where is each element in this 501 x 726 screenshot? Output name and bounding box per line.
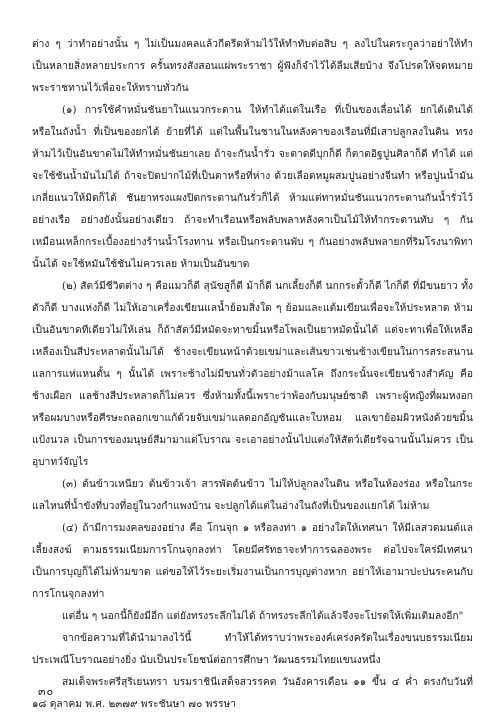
- commentary-paragraph: จากข้อความที่ได้นำมาลงไว้นี้ ทำให้ได้ทราบว่าพระองค์เคร่งครัดในเรื่องขนบธรรมเนียมประเพณีโบราณอย่างยิ่ง นับเป็นประโยชน์ต่อการศึกษา วัฒนธรรมไทยแขนงหนึ่ง: [32, 633, 473, 666]
- closing-quote-paragraph: แต่อื่น ๆ นอกนี้ก็ยังมีอีก แต่ยังทรงระลึกไม่ได้ ถ้าทรงระลึกได้แล้วจึงจะโปรดให้เพิ่มเติมลงอีก": [62, 611, 464, 622]
- rule-3-paragraph: (๓) ต้นข้าวเหนียว ต้นข้าวเจ้า สารพัดต้นข้าว ไม่ให้ปลูกลงในดิน หรือในห้องร่อง หรือในกระแลไหนที่น้ำขังที่บวงที่อยู่ในวงกำแพงบ้าน จะปลูกได้แต่ในอ่างในถังที่เป็นของแยกได้ ไม่ห้าม: [32, 479, 473, 512]
- rule-2-paragraph: (๒) สัตว์มีชีวิตต่าง ๆ คือแมวก็ดี สุนัขสูก็ดี ม้าก็ดี นกเลี้ยงก็ดี นกกระตั้วก็ดี ไก่ก็ดี ที่มีขนยาว ทั้งตัวก็ดี บางแห่งก็ดี ไม่ให้เอาเครื่องเขียนแลน้ำย้อมสิ่งใด ๆ ย้อมและแต้มเขียนเพื่อจะให้ประหลาด ห้ามเป็นอันขาดทีเดียวไม่ให้เล่น ก็ถ้าสัตว์มีหมัดจะทาขมิ้นหรือโพลเป็นยาหมัดนั้นได้ แต่จะทาเพื่อให้เหลือเหลืองเป็นสีประหลาดนั้นไม่ได้ ช้างจะเขียนหน้าด้วยเขม่าและเส้นขาวเช่นช้างเขียนในการสระสนานแลการแห่แหนตั้น ๆ นั้นได้ เพราะช้างไม่มีขนทั่วตัวอย่างม้าแลโค ถึงกระนั้นจะเขียนช้างสำคัญ คือช้างเผือก แลช้างสีประหลาดก็ไม่ควร ซึ่งห้ามทั้งนี้เพราะว่าพ้องกับมนุษย์ชาติ เพราะผู้หญิงที่ผมหงอกหรือผมบางหรือศีรษะถลอกเขาแก้ด้วยจับเขม่าแลดอกอัญชันและใบหอม แลเขาย้อมผิวหนังด้วยขมิ้นแป้งนวล เป็นการของมนุษย์สีมามาแต่โบราณ จะเอาอย่างนั้นไปแต่งให้สัตว์เดียรัจฉานนั้นไม่ควร เป็นอุบาทว์จัญไร: [32, 281, 473, 468]
- royal-decree-text: [32, 34, 473, 628]
- intro-paragraph: ต่าง ๆ ว่าทำอย่างนั้น ๆ ไม่เป็นมงคลแล้วกีดรีดห้ามไว้ให้ทำทับต่อสิบ ๆ ลงไปในตระกูลว่าอย่าให้ทำเป็นหลายสิ่งหลายประการ ครั้นทรงสังสอนแผ่พระราชา ผู้ฟังก็จำไว้ได้ลืมเสียบ้าง จึงโปรดให้จดหมายพระราชทานไว้เพื่อจะให้ทราบทั่วกัน: [32, 39, 473, 94]
- rule-4-paragraph: (๔) ถ้ามีการมงคลของอย่าง คือ โกนจุก ๑ หรือลงท่า ๑ อย่างใดให้เทศนา ให้มีเลสวดมนต์แลเลี้ยงสงฆ์ ตามธรรมเนียมการโกนจุกลงท่า โดยมีศรัทธาจะทำการฉลองพระ ต่อไปจะใคร่มีเทศนาเป็นการบุญก็ได้ไม่ห้ามขาด แต่ขอให้ไว้ระยะเริ่มงานเป็นการบุญต่างหาก อย่าให้เอามาปะปนระคนกับการโกนจุกลงท่า: [32, 523, 473, 600]
- rule-1-paragraph: (๑) การใช้คำหมั่นชันยาในแนวกระดาน ให้ทำได้แต่ในเรือ ที่เป็นของเลื่อนได้ ยกได้เดินได้ หรือในถังน้ำ ที่เป็นของยกได้ ย้ายที่ได้ แต่ในพื้นในชานในหลังคาของเรือนที่มีเสาปลูกลงในดิน ทรงห้ามไว้เป็นอันขาดไม่ให้ทำหมั่นชันยาเลย ถ้าจะกันน้ำรั่ว จะตาดดีบุกก็ดี ก็ตาดอิฐปูนศิลาก็ดี ทำได้ แต่จะใช้ชันน้ำมันไม่ได้ ถ้าจะปิดปากไม้ที่เป็นตาหรือที่ห่าง ด้วยเลือดหมูผสมปูนอย่างจีนทำ หรือปูนน้ำมันเกลี่ยแนวให้มิดก็ได้ ชันยาทรงแผงปิดกระดานกันรั่วก็ได้ ห้ามแต่ทาหมั่นชันแนวกระดานกันน้ำรั่วไว้อย่างเรือ อย่างยังนั้นอย่างเดียว ถ้าจะทำเรือนหรือพลับพลาหลังคาเป็นไม้ให้ทำกระดานทับ ๆ กัน เหมือนเหล็กกระเบื้องอย่างร้านน้ำโรงทาน หรือเป็นกระดานพับ ๆ กันอย่างพลับพลายกที่ริมโรงนาพิทานั้นได้ จะใช้หมันใช้ชันไม่ควรเลย ห้ามเป็นอันขาด: [32, 105, 473, 270]
- page-number: ๓๐: [38, 685, 55, 698]
- death-record-paragraph: สมเด็จพระศรีสุริเยนทรา บรมราชินีเสด็จสวรรคต วันอังคารเดือน ๑๑ ขึ้น ๔ ค่ำ ตรงกับวันที่ ๑๘ ตุลาคม พ.ศ. ๒๓๗๙ พระชันษา ๗๐ พรรษา: [32, 677, 473, 710]
